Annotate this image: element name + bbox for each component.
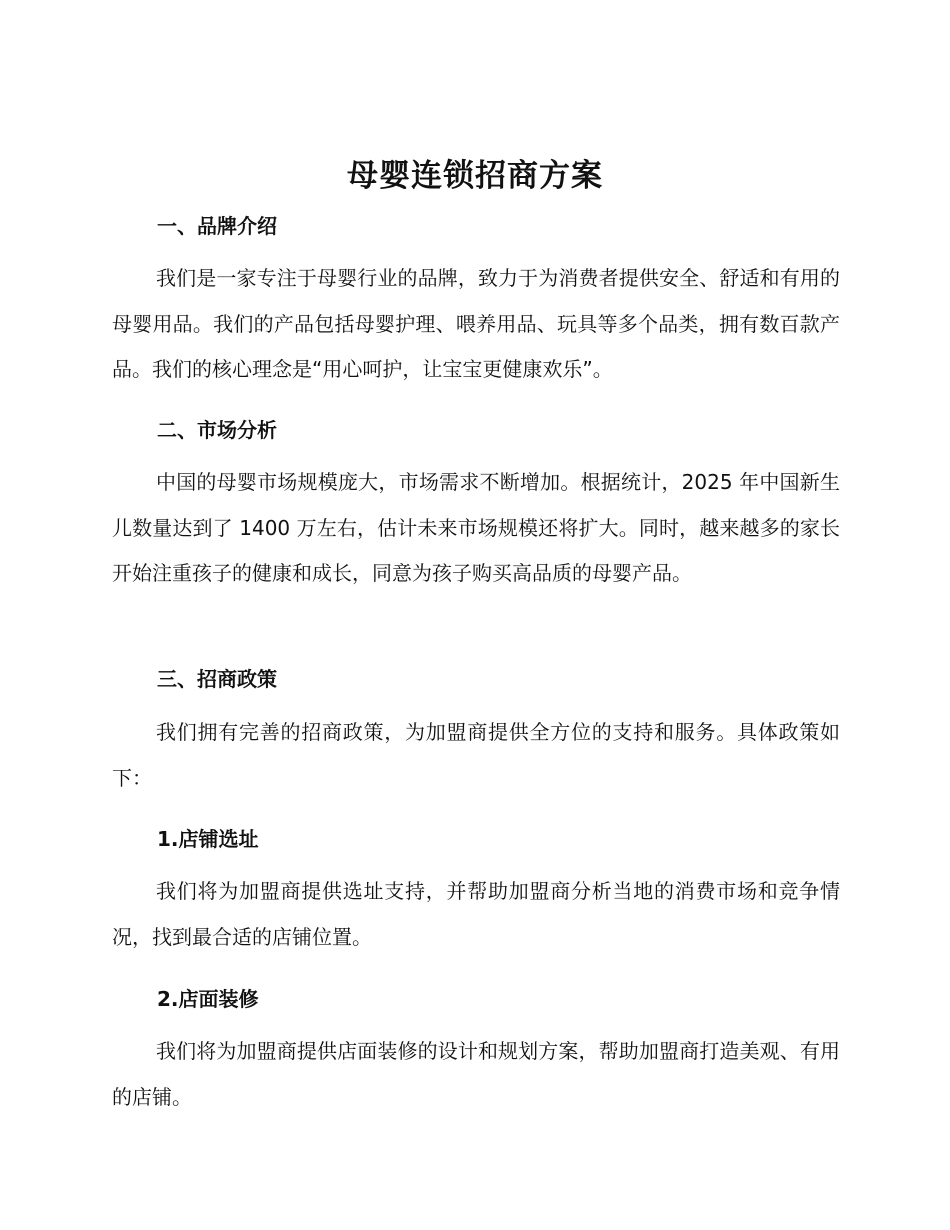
section-heading-decoration: 2.店面装修 [157, 987, 259, 1011]
section-heading-brand: 一、品牌介绍 [157, 214, 277, 238]
section-heading-site-selection: 1.店铺选址 [157, 827, 259, 851]
document-title: 母婴连锁招商方案 [347, 158, 603, 194]
section-paragraph-brand: 我们是一家专注于母婴行业的品牌，致力于为消费者提供安全、舒适和有用的母婴用品。我们的产品包括母婴护理、喂养用品、玩具等多个品类，拥有数百款产品。我们的核心理念是“用心呵护，让宝宝更健康欢乐”。 [112, 266, 840, 381]
section-paragraph-decoration: 我们将为加盟商提供店面装修的设计和规划方案，帮助加盟商打造美观、有用的店铺。 [112, 1039, 840, 1109]
section-heading-policy: 三、招商政策 [157, 667, 277, 691]
section-paragraph-market: 中国的母婴市场规模庞大，市场需求不断增加。根据统计，2025 年中国新生儿数量达到了 1400 万左右，估计未来市场规模还将扩大。同时，越来越多的家长开始注重孩子的健康和成长，同意为孩子购买高品质的母婴产品。 [112, 470, 840, 585]
section-paragraph-policy: 我们拥有完善的招商政策，为加盟商提供全方位的支持和服务。具体政策如下： [112, 720, 840, 790]
section-paragraph-site-selection: 我们将为加盟商提供选址支持，并帮助加盟商分析当地的消费市场和竞争情况，找到最合适的店铺位置。 [112, 879, 840, 949]
section-heading-market: 二、市场分析 [157, 418, 277, 442]
